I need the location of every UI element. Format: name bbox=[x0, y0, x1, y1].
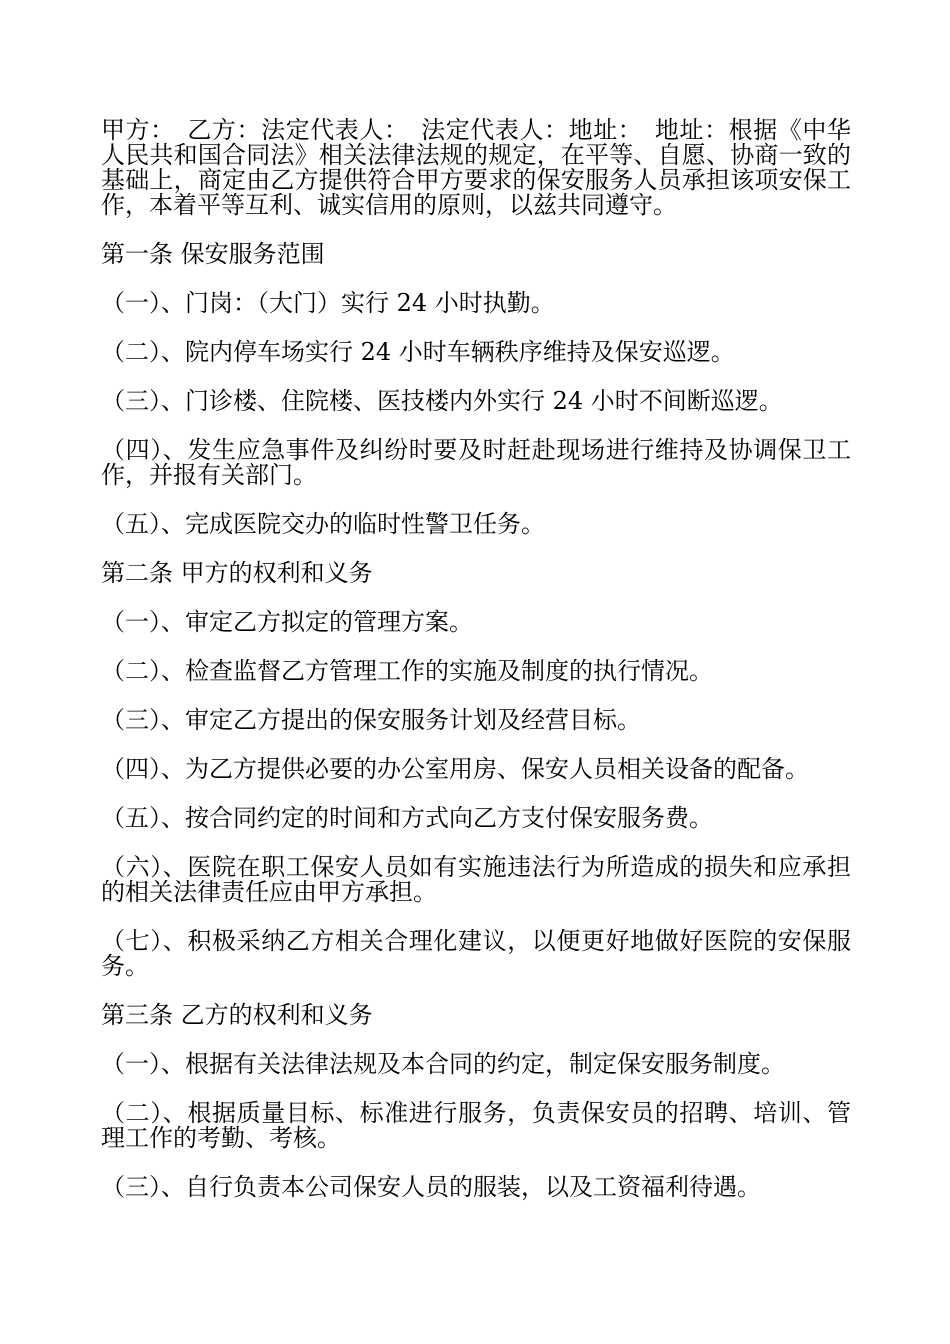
article-2-item-1: （一）、审定乙方拟定的管理方案。 bbox=[101, 608, 473, 636]
article-3-heading: 第三条 乙方的权利和义务 bbox=[101, 1001, 373, 1029]
article-1-item-3: （三）、门诊楼、住院楼、医技楼内外实行 24 小时不间断巡逻。 bbox=[101, 387, 783, 415]
article-2-item-7: （七）、积极采纳乙方相关合理化建议，以便更好地做好医院的安保服务。 bbox=[101, 927, 851, 980]
article-3-item-1: （一）、根据有关法律法规及本合同的约定，制定保安服务制度。 bbox=[101, 1050, 785, 1078]
article-2-item-2: （二）、检查监督乙方管理工作的实施及制度的执行情况。 bbox=[101, 657, 713, 685]
article-1-item-1: （一）、门岗：（大门）实行 24 小时执勤。 bbox=[101, 289, 555, 317]
article-2-item-3: （三）、审定乙方提出的保安服务计划及经营目标。 bbox=[101, 706, 641, 734]
article-1-item-4: （四）、发生应急事件及纠纷时要及时赶赴现场进行维持及协调保卫工作，并报有关部门。 bbox=[101, 436, 851, 489]
article-2-heading: 第二条 甲方的权利和义务 bbox=[101, 559, 373, 587]
article-2-item-4: （四）、为乙方提供必要的办公室用房、保安人员相关设备的配备。 bbox=[101, 755, 809, 783]
contract-intro: 甲方： 乙方：法定代表人： 法定代表人：地址： 地址：根据《中华人民共和国合同法》相关法律法规的规定，在平等、自愿、协商一致的基础上，商定由乙方提供符合甲方要求的保安服务人员承担该项安保工作，本着平等互利、诚实信用的原则，以兹共同遵守。 bbox=[101, 116, 851, 219]
article-2-item-6: （六）、医院在职工保安人员如有实施违法行为所造成的损失和应承担的相关法律责任应由甲方承担。 bbox=[101, 853, 851, 906]
article-1-heading: 第一条 保安服务范围 bbox=[101, 240, 325, 268]
article-3-item-3: （三）、自行负责本公司保安人员的服装，以及工资福利待遇。 bbox=[101, 1173, 761, 1201]
article-1-item-2: （二）、院内停车场实行 24 小时车辆秩序维持及保安巡逻。 bbox=[101, 338, 735, 366]
article-2-item-5: （五）、按合同约定的时间和方式向乙方支付保安服务费。 bbox=[101, 804, 713, 832]
document-page bbox=[101, 118, 851, 1224]
article-1-item-5: （五）、完成医院交办的临时性警卫任务。 bbox=[101, 510, 545, 538]
article-3-item-2: （二）、根据质量目标、标准进行服务，负责保安员的招聘、培训、管理工作的考勤、考核。 bbox=[101, 1099, 851, 1152]
